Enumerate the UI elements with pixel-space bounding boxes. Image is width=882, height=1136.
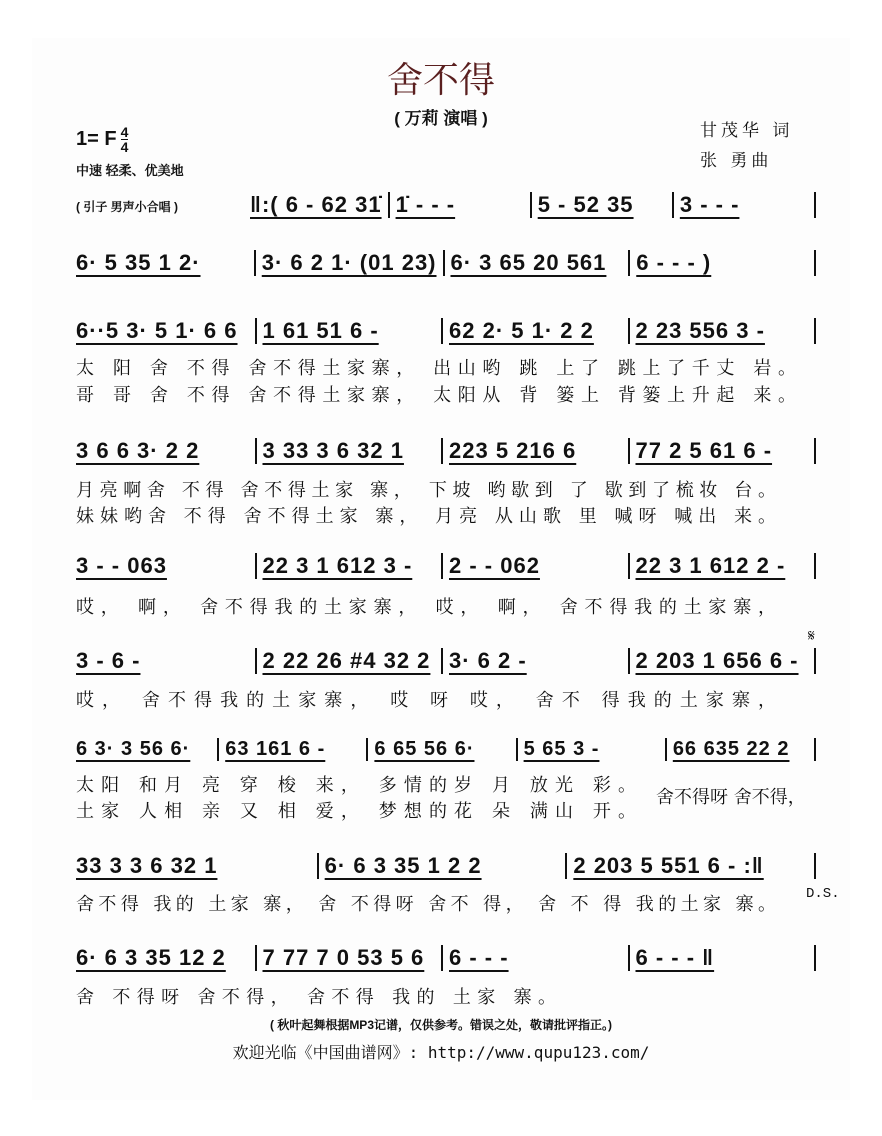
measure: 3 - - - <box>674 192 816 218</box>
dal-segno: D.S. <box>806 886 840 902</box>
lyricist: 甘茂华 词 <box>700 121 794 141</box>
notation-row-9 <box>76 945 816 971</box>
measure: 3 - 6 - <box>76 648 257 674</box>
measure: 6 65 56 6· <box>368 738 517 761</box>
lyric-line: 太 阳 舍 不得 舍不得土家寨， 出山哟 跳 上了 跳上了千丈 岩。 <box>76 358 796 379</box>
measure: 223 5 216 6 <box>443 438 630 464</box>
measure: 1 61 51 6 - <box>257 318 444 344</box>
measure: 6· 5 35 1 2· <box>76 250 256 276</box>
lyric-line: 哎， 啊， 舍不得我的土家寨， 哎， 啊， 舍不得我的土家寨， <box>76 597 776 618</box>
measure: 3· 6 2 1· (01 23) <box>256 250 445 276</box>
measure: 66 635 22 2 <box>667 738 816 761</box>
measure: 7 77 7 0 53 5 6 <box>257 945 444 971</box>
measure: 33 3 3 6 32 1 <box>76 853 319 879</box>
composer: 张 勇曲 <box>700 151 773 171</box>
measure: ‖:( 6 - 62 31̇ <box>250 192 390 218</box>
intro-label: ( 引子 男声小合唱 ) <box>76 200 178 214</box>
lyric-line: 哥 哥 舍 不得 舍不得土家寨， 太阳从 背 篓上 背篓上升起 来。 <box>76 385 796 406</box>
measure: 2 203 5 551 6 - :‖ <box>567 853 816 879</box>
transcription-note: ( 秋叶起舞根据MP3记谱，仅供参考。错误之处，敬请批评指正。) <box>269 1018 612 1032</box>
measure: 1̇ - - - <box>390 192 532 218</box>
measure: 2 22 26 #4 32 2 <box>257 648 444 674</box>
lyric-line: 月亮啊舍 不得 舍不得土家 寨， 下坡 哟歇到 了 歇到了梳妆 台。 <box>76 480 776 501</box>
measure: 3 6 6 3· 2 2 <box>76 438 257 464</box>
notation-row-8 <box>76 853 816 879</box>
measure: 62 2· 5 1· 2 2 <box>443 318 630 344</box>
time-signature <box>121 125 129 154</box>
measure: 6 - - - <box>443 945 630 971</box>
measure: 6 - - - ‖ <box>630 945 817 971</box>
measure: 6· 3 65 20 561 <box>445 250 631 276</box>
notation-row-5 <box>76 553 816 579</box>
measure: 22 3 1 612 2 - <box>630 553 817 579</box>
measure: 3· 6 2 - <box>443 648 630 674</box>
lyric-line: 妹妹哟舍 不得 舍不得土家 寨， 月亮 从山歌 里 喊呀 喊出 来。 <box>76 506 776 527</box>
site-footer: 欢迎光临《中国曲谱网》: http://www.qupu123.com/ <box>232 1043 650 1062</box>
time-bottom: 4 <box>120 139 129 155</box>
measure: 2 - - 062 <box>443 553 630 579</box>
notation-row-3 <box>76 318 816 344</box>
measure: 6 3· 3 56 6· <box>76 738 219 761</box>
notation-row-4 <box>76 438 816 464</box>
measure: 2 23 556 3 - <box>630 318 817 344</box>
lyric-line: 哎， 舍不得我的土家寨， 哎 呀 哎， 舍不 得我的土家寨， <box>76 690 776 711</box>
measure: 6 - - - ) <box>630 250 816 276</box>
song-title: 舍不得 <box>386 60 495 101</box>
measure: 6· 6 3 35 1 2 2 <box>319 853 568 879</box>
performer: ( 万莉 演唱 ) <box>394 109 488 128</box>
key: 1= F <box>76 127 117 150</box>
measure: 6··5 3· 5 1· 6 6 <box>76 318 257 344</box>
lyric-refrain: 舍不得呀 舍不得， <box>656 787 806 808</box>
notation-row-2 <box>76 250 816 276</box>
lyric-line: 舍不得 我的 土家 寨， 舍 不得呀 舍不 得， 舍 不 得 我的土家 寨。 <box>76 894 776 915</box>
lyric-line: 舍 不得呀 舍不得， 舍不得 我的 土家 寨。 <box>76 987 556 1008</box>
lyric-line: 土家 人相 亲 又 相 爱， 梦想的花 朵 满山 开。 <box>76 801 636 822</box>
tempo-marking: 中速 轻柔、优美地 <box>76 163 184 178</box>
measure: 77 2 5 61 6 - <box>630 438 817 464</box>
measure: 5 65 3 - <box>518 738 667 761</box>
measure: 22 3 1 612 3 - <box>257 553 444 579</box>
key-signature <box>76 125 128 154</box>
measure: 3 - - 063 <box>76 553 257 579</box>
measure: 6· 6 3 35 12 2 <box>76 945 257 971</box>
measure: 63 161 6 - <box>219 738 368 761</box>
notation-row-6 <box>76 648 816 674</box>
measure: 3 33 3 6 32 1 <box>257 438 444 464</box>
time-top: 4 <box>120 124 129 140</box>
measure: 2 203 1 656 6 - <box>630 648 817 674</box>
measure: 5 - 52 35 <box>532 192 674 218</box>
notation-row-7 <box>76 738 816 761</box>
notation-row-1 <box>250 192 816 218</box>
lyric-line: 太阳 和月 亮 穿 梭 来， 多情的岁 月 放光 彩。 <box>76 775 636 796</box>
segno-sign: 𝄋 <box>808 628 815 645</box>
